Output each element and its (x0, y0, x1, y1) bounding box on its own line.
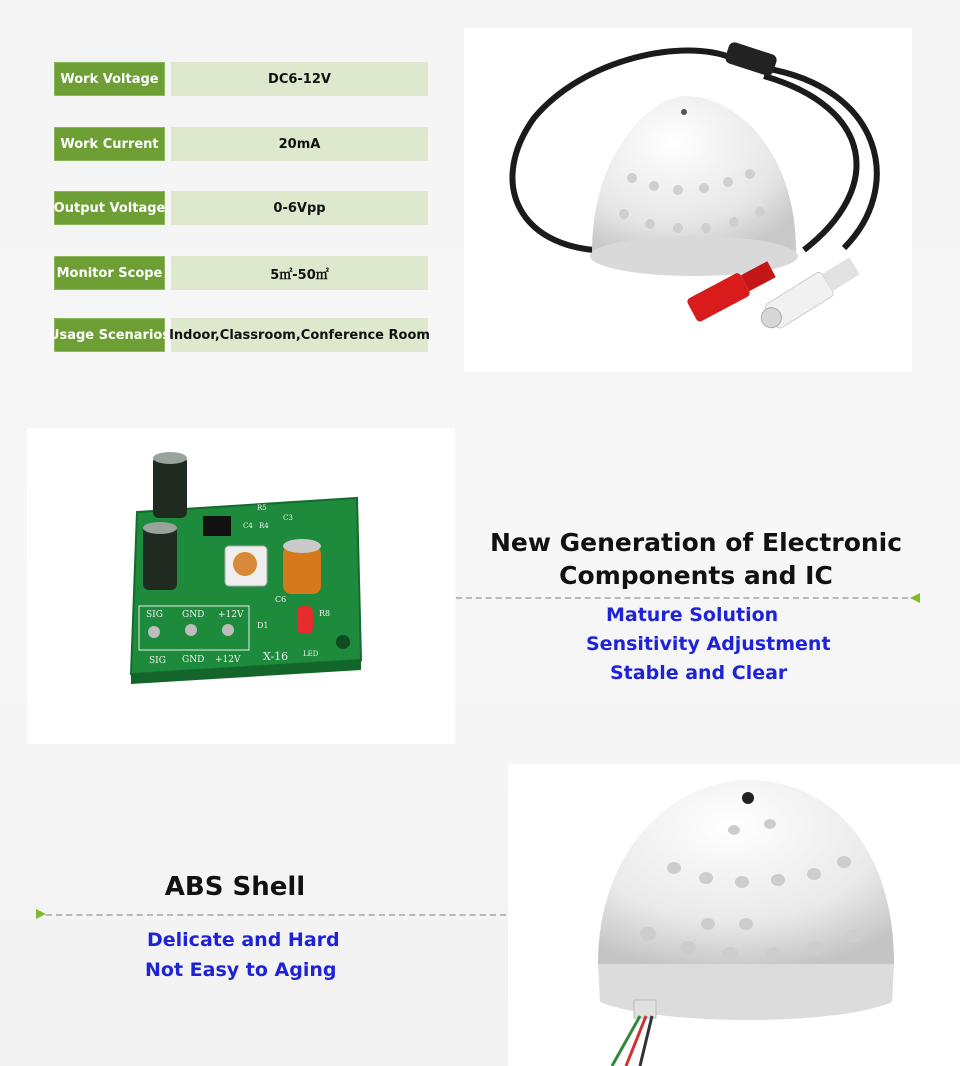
spec-label: Output Voltage (54, 191, 165, 225)
pcb-label-r5: R5 (257, 504, 267, 512)
section-title-line: Components and IC (559, 561, 833, 590)
pcb-label-12v-bottom: +12V (215, 655, 241, 665)
microphone-with-cable-image (464, 28, 912, 372)
spec-value: Indoor,Classroom,Conference Room (171, 318, 428, 352)
spec-row-usage-scenarios (48, 318, 430, 352)
pcb-label-model: X-16 (263, 650, 289, 663)
feature-text: Delicate and Hard (147, 929, 340, 951)
arrow-left-icon (910, 593, 920, 603)
spec-row-work-current (54, 127, 428, 161)
product-photo-circuit-board (27, 428, 455, 744)
abs-shell-dome-image (508, 764, 960, 1066)
pcb-label-sig: SIG (146, 610, 163, 620)
feature-text: Sensitivity Adjustment (586, 633, 831, 655)
spec-value: 0-6Vpp (171, 191, 428, 225)
pcb-label-r8: R8 (319, 609, 331, 618)
pcb-label-c4: C4 (243, 522, 253, 530)
spec-value: DC6-12V (171, 62, 428, 96)
pcb-label-c6: C6 (275, 595, 287, 604)
pcb-label-gnd-bottom: GND (182, 655, 205, 665)
arrow-right-icon (36, 909, 46, 919)
pcb-label-12v: +12V (218, 610, 244, 620)
feature-text: Stable and Clear (610, 662, 788, 684)
pcb-label-gnd: GND (182, 610, 205, 620)
circuit-board-image (27, 428, 455, 744)
spec-row-output-voltage (54, 191, 428, 225)
spec-row-monitor-scope (54, 256, 428, 290)
divider-dashed (46, 914, 506, 916)
pcb-label-led: LED (303, 650, 319, 658)
spec-label: Work Voltage (54, 62, 165, 96)
spec-label: Usage Scenarios (54, 318, 165, 352)
spec-value: 20mA (171, 127, 428, 161)
divider-dashed (456, 597, 908, 599)
section-title-electronic (486, 526, 906, 592)
spec-value: 5㎡-50㎡ (171, 256, 428, 290)
section-title-line: New Generation of Electronic (489, 528, 903, 557)
product-photo-abs-shell (508, 764, 960, 1066)
pcb-label-sig-bottom: SIG (149, 656, 166, 666)
section-title-abs-shell: ABS Shell (164, 872, 306, 902)
pcb-label-c3: C3 (283, 514, 293, 522)
pcb-label-d1: D1 (257, 621, 269, 630)
spec-label: Monitor Scope (54, 256, 165, 290)
spec-row-work-voltage (54, 62, 428, 96)
product-photo-microphone-with-cable (464, 28, 912, 372)
spec-label: Work Current (54, 127, 165, 161)
feature-text: Not Easy to Aging (145, 959, 337, 981)
pcb-label-r4: R4 (259, 522, 269, 530)
feature-text: Mature Solution (606, 604, 779, 626)
